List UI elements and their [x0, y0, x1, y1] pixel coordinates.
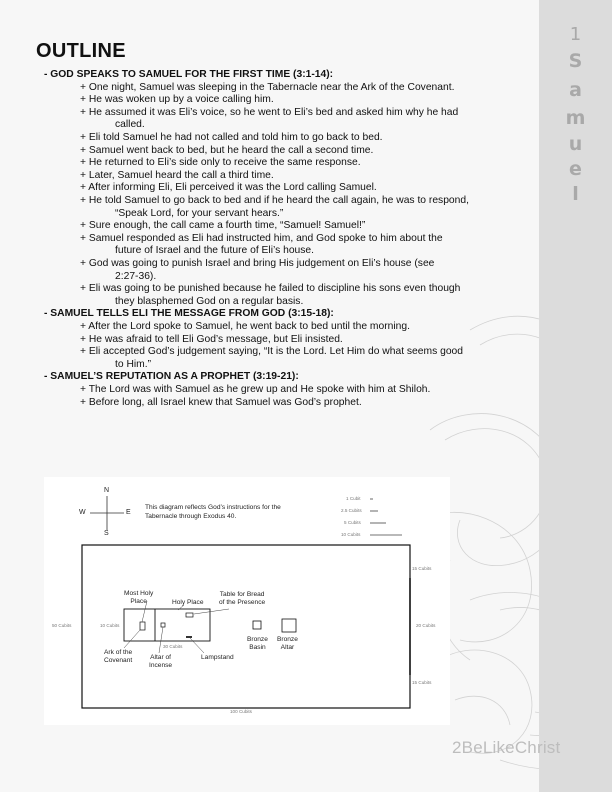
compass-south: S — [104, 530, 109, 537]
outline-bullet-continuation: to Him.” — [115, 358, 152, 370]
sidebar-letter: e — [569, 158, 582, 180]
ark-shape — [140, 622, 145, 630]
outline-bullet-continuation: 2:27-36). — [115, 270, 157, 282]
dimension-label: 100 Cubits — [230, 709, 252, 714]
outline-bullet: + One night, Samuel was sleeping in the Tabernacle near the Ark of the Covenant. — [80, 81, 455, 93]
sidebar-letter: a — [569, 79, 582, 101]
scale-label: 2.5 Cubits — [341, 508, 362, 513]
outline-bullet: + After informing Eli, Eli perceived it was the Lord calling Samuel. — [80, 182, 377, 194]
diagram-note-line: This diagram reflects God’s instructions for the — [145, 504, 281, 511]
outline-bullet-continuation: “Speak Lord, for your servant hears.” — [115, 207, 284, 219]
compass-west: W — [79, 509, 86, 516]
leader-line — [194, 609, 229, 614]
diagram-note-line: Tabernacle through Exodus 40. — [145, 513, 237, 520]
outline-bullet: + Samuel responded as Eli had instructed him, and God spoke to him about the — [80, 232, 443, 244]
watermark: 2BeLikeChrist — [452, 738, 561, 757]
outer-court — [82, 545, 410, 708]
dimension-label: 20 Cubits — [416, 623, 436, 628]
sidebar-letter: l — [572, 183, 579, 205]
outline-bullet: + Samuel went back to bed, but he heard the call a second time. — [80, 144, 374, 156]
sidebar-book-title — [539, 0, 612, 792]
sidebar-number: 1 — [569, 24, 582, 45]
section-heading: - SAMUEL TELLS ELI THE MESSAGE FROM GOD (3:15-18): — [44, 308, 334, 320]
label-bronze-altar: Bronze Altar — [277, 636, 298, 651]
outline-bullet: + Sure enough, the call came a fourth time, “Samuel! Samuel!” — [80, 220, 366, 232]
label-holy-place: Holy Place — [172, 599, 204, 606]
label-table-for-bread: Table for Bread of the Presence — [219, 591, 266, 606]
section-heading: - GOD SPEAKS TO SAMUEL FOR THE FIRST TIME (3:1-14): — [44, 69, 334, 80]
outline-bullet: + Eli accepted God’s judgement saying, “It is the Lord. Let Him do what seems good — [80, 346, 464, 358]
dimension-label: 10 Cubits — [100, 623, 120, 628]
outline-bullet: + He told Samuel to go back to bed and if he heard the call again, he was to respond, — [80, 195, 469, 206]
section-heading: - SAMUEL’S REPUTATION AS A PROPHET (3:19-21): — [44, 371, 299, 383]
dimension-label: 50 Cubits — [52, 623, 72, 628]
leader-line — [190, 638, 204, 653]
outline-bullet: + He was woken up by a voice calling him. — [80, 94, 274, 106]
outline-bullet-continuation: called. — [115, 119, 145, 131]
scale-label: 5 Cubits — [344, 520, 361, 525]
sidebar-letter: u — [568, 133, 583, 155]
outline-bullet: + God was going to punish Israel and bring His judgement on Eli’s house (see — [80, 258, 435, 269]
outline-bullet: + He returned to Eli’s side only to receive the same response. — [80, 157, 361, 169]
outline-bullet: + Eli was going to be punished because he failed to discipline his sons even though — [80, 283, 461, 295]
compass-north: N — [104, 487, 110, 494]
label-lampstand: Lampstand — [201, 654, 234, 661]
compass-east: E — [126, 509, 131, 516]
dimension-label: 15 Cubits — [412, 680, 432, 685]
lampstand-shape — [186, 636, 192, 638]
label-altar-of-incense: Altar of Incense — [149, 654, 173, 669]
page-title: OUTLINE — [36, 40, 126, 62]
leader-line — [159, 627, 163, 653]
sidebar-letter: m — [565, 107, 586, 129]
leader-line — [124, 630, 140, 648]
label-most-holy-place: Most Holy Place — [124, 590, 154, 605]
tabernacle-diagram — [44, 477, 450, 725]
outline-bullet-continuation: they blasphemed God on a regular basis. — [115, 295, 304, 307]
dimension-label: 30 Cubits — [163, 644, 183, 649]
label-bronze-basin: Bronze Basin — [247, 636, 268, 651]
outline-bullet: + He was afraid to tell Eli God’s message, but Eli insisted. — [80, 333, 343, 345]
outline-bullet: + He assumed it was Eli’s voice, so he went to Eli’s bed and asked him why he had — [80, 106, 459, 118]
outline-bullet: + Later, Samuel heard the call a third time. — [80, 169, 274, 181]
dimension-label: 15 Cubits — [412, 566, 432, 571]
outline-bullet: + The Lord was with Samuel as he grew up and He spoke with him at Shiloh. — [80, 384, 431, 395]
outline-bullet-continuation: future of Israel and the future of Eli’s house. — [115, 245, 315, 257]
table-shape — [186, 613, 193, 617]
outline-bullet: + Before long, all Israel knew that Samuel was God’s prophet. — [80, 396, 362, 408]
altar-of-incense-shape — [161, 623, 165, 627]
outline-bullet: + Eli told Samuel he had not called and told him to go back to bed. — [80, 132, 383, 143]
outline-bullet: + After the Lord spoke to Samuel, he went back to bed until the morning. — [80, 321, 410, 332]
scale-label: 1 Cubit — [346, 496, 361, 501]
sidebar-letter: S — [568, 50, 583, 72]
bronze-altar-shape — [282, 619, 296, 632]
bronze-basin-shape — [253, 621, 261, 629]
label-ark-of-covenant: Ark of the Covenant — [104, 649, 133, 664]
scale-label: 10 Cubits — [341, 532, 361, 537]
